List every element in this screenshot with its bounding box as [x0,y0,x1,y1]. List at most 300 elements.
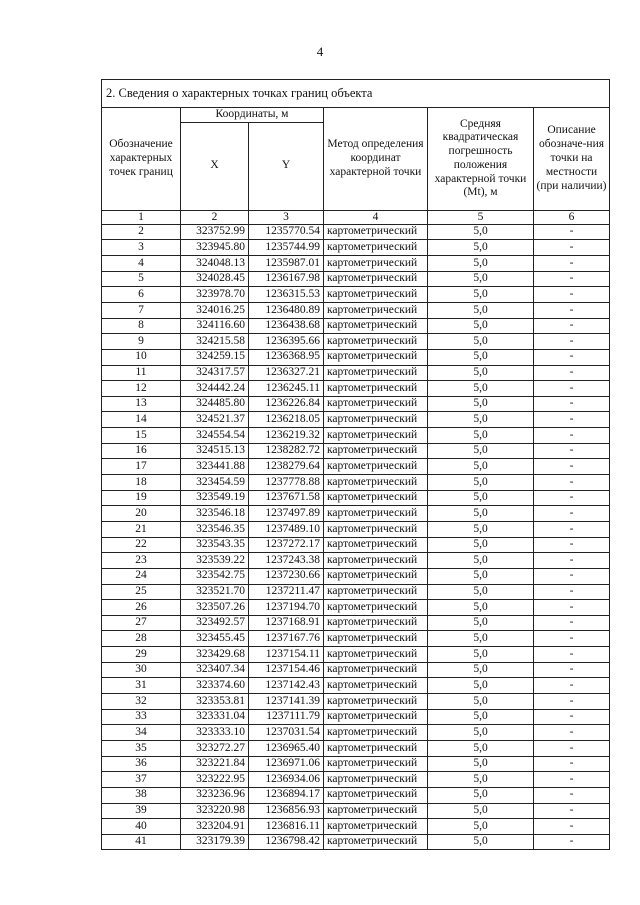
description: - [534,506,610,522]
accuracy: 5,0 [428,412,534,428]
table-row [102,381,610,397]
method: картометрический [324,787,428,803]
header-accuracy: Средняя квадратическая погрешность положения характерной точки (Mt), м [428,108,534,211]
y-coordinate: 1238279.64 [249,459,324,475]
point-number: 7 [102,303,181,319]
y-coordinate: 1237154.46 [249,662,324,678]
method: картометрический [324,271,428,287]
x-coordinate: 324259.15 [181,349,249,365]
accuracy: 5,0 [428,381,534,397]
point-number: 21 [102,521,181,537]
x-coordinate: 324521.37 [181,412,249,428]
accuracy: 5,0 [428,443,534,459]
accuracy: 5,0 [428,772,534,788]
column-numbers-row [102,210,610,224]
method: картометрический [324,803,428,819]
x-coordinate: 323549.19 [181,490,249,506]
accuracy: 5,0 [428,553,534,569]
description: - [534,256,610,272]
table-row [102,256,610,272]
x-coordinate: 323507.26 [181,600,249,616]
accuracy: 5,0 [428,365,534,381]
point-number: 32 [102,694,181,710]
method: картометрический [324,584,428,600]
y-coordinate: 1236798.42 [249,834,324,850]
point-number: 13 [102,396,181,412]
x-coordinate: 324028.45 [181,271,249,287]
y-coordinate: 1237778.88 [249,475,324,491]
method: картометрический [324,834,428,850]
y-coordinate: 1236480.89 [249,303,324,319]
accuracy: 5,0 [428,709,534,725]
description: - [534,740,610,756]
method: картометрический [324,318,428,334]
description: - [534,553,610,569]
x-coordinate: 324485.80 [181,396,249,412]
y-coordinate: 1238282.72 [249,443,324,459]
method: картометрический [324,662,428,678]
table-row [102,803,610,819]
x-coordinate: 323521.70 [181,584,249,600]
x-coordinate: 323353.81 [181,694,249,710]
x-coordinate: 324116.60 [181,318,249,334]
point-number: 33 [102,709,181,725]
method: картометрический [324,506,428,522]
table-row [102,537,610,553]
method: картометрический [324,740,428,756]
method: картометрический [324,553,428,569]
x-coordinate: 323454.59 [181,475,249,491]
method: картометрический [324,287,428,303]
x-coordinate: 323542.75 [181,568,249,584]
x-coordinate: 324317.57 [181,365,249,381]
description: - [534,615,610,631]
description: - [534,647,610,663]
table-row [102,740,610,756]
x-coordinate: 323407.34 [181,662,249,678]
table-row [102,615,610,631]
point-number: 17 [102,459,181,475]
column-number: 3 [249,210,324,224]
description: - [534,568,610,584]
table-row [102,303,610,319]
description: - [534,240,610,256]
y-coordinate: 1237230.66 [249,568,324,584]
method: картометрический [324,381,428,397]
method: картометрический [324,428,428,444]
point-number: 26 [102,600,181,616]
x-coordinate: 323546.35 [181,521,249,537]
boundary-points-table [101,79,610,850]
column-number: 6 [534,210,610,224]
x-coordinate: 323179.39 [181,834,249,850]
x-coordinate: 323221.84 [181,756,249,772]
accuracy: 5,0 [428,459,534,475]
description: - [534,365,610,381]
x-coordinate: 323236.96 [181,787,249,803]
point-number: 40 [102,819,181,835]
point-number: 36 [102,756,181,772]
method: картометрический [324,772,428,788]
method: картометрический [324,819,428,835]
point-number: 23 [102,553,181,569]
y-coordinate: 1236971.06 [249,756,324,772]
column-number: 2 [181,210,249,224]
accuracy: 5,0 [428,694,534,710]
description: - [534,662,610,678]
accuracy: 5,0 [428,725,534,741]
accuracy: 5,0 [428,662,534,678]
accuracy: 5,0 [428,568,534,584]
accuracy: 5,0 [428,787,534,803]
method: картометрический [324,694,428,710]
method: картометрический [324,568,428,584]
y-coordinate: 1235770.54 [249,224,324,240]
x-coordinate: 323374.60 [181,678,249,694]
table-row [102,318,610,334]
description: - [534,334,610,350]
x-coordinate: 323333.10 [181,725,249,741]
description: - [534,271,610,287]
x-coordinate: 323220.98 [181,803,249,819]
table-row [102,709,610,725]
accuracy: 5,0 [428,506,534,522]
x-coordinate: 323204.91 [181,819,249,835]
description: - [534,678,610,694]
header-description: Описание обозначе-ния точки на местности (при наличии) [534,108,610,211]
x-coordinate: 323222.95 [181,772,249,788]
point-number: 9 [102,334,181,350]
table-row [102,772,610,788]
point-number: 27 [102,615,181,631]
point-number: 38 [102,787,181,803]
header-y: Y [249,122,324,210]
header-method: Метод определения координат характерной точки [324,108,428,211]
table-row [102,553,610,569]
y-coordinate: 1236315.53 [249,287,324,303]
point-number: 3 [102,240,181,256]
description: - [534,303,610,319]
method: картометрический [324,756,428,772]
description: - [534,521,610,537]
method: картометрический [324,334,428,350]
table-row [102,787,610,803]
description: - [534,756,610,772]
y-coordinate: 1236245.11 [249,381,324,397]
table-row [102,506,610,522]
method: картометрический [324,631,428,647]
table-row [102,600,610,616]
description: - [534,490,610,506]
point-number: 2 [102,224,181,240]
method: картометрический [324,475,428,491]
description: - [534,443,610,459]
method: картометрический [324,303,428,319]
accuracy: 5,0 [428,600,534,616]
x-coordinate: 324016.25 [181,303,249,319]
accuracy: 5,0 [428,631,534,647]
point-number: 11 [102,365,181,381]
point-number: 41 [102,834,181,850]
accuracy: 5,0 [428,490,534,506]
point-number: 19 [102,490,181,506]
table-row [102,428,610,444]
table-row [102,334,610,350]
description: - [534,694,610,710]
table-row [102,240,610,256]
description: - [534,396,610,412]
accuracy: 5,0 [428,521,534,537]
accuracy: 5,0 [428,740,534,756]
method: картометрический [324,459,428,475]
y-coordinate: 1236368.95 [249,349,324,365]
point-number: 31 [102,678,181,694]
description: - [534,224,610,240]
method: картометрический [324,490,428,506]
description: - [534,381,610,397]
table-row [102,459,610,475]
accuracy: 5,0 [428,475,534,491]
accuracy: 5,0 [428,318,534,334]
x-coordinate: 324048.13 [181,256,249,272]
y-coordinate: 1237168.91 [249,615,324,631]
method: картометрический [324,678,428,694]
x-coordinate: 323546.18 [181,506,249,522]
accuracy: 5,0 [428,803,534,819]
accuracy: 5,0 [428,584,534,600]
x-coordinate: 324215.58 [181,334,249,350]
x-coordinate: 324515.13 [181,443,249,459]
table-row [102,490,610,506]
y-coordinate: 1237141.39 [249,694,324,710]
point-number: 15 [102,428,181,444]
table-row [102,349,610,365]
method: картометрический [324,725,428,741]
header-point-designation: Обозначение характерных точек границ [102,108,181,211]
y-coordinate: 1236226.84 [249,396,324,412]
method: картометрический [324,615,428,631]
table-row [102,647,610,663]
y-coordinate: 1237272.17 [249,537,324,553]
table-row [102,819,610,835]
method: картометрический [324,349,428,365]
accuracy: 5,0 [428,396,534,412]
table-row [102,662,610,678]
y-coordinate: 1236395.66 [249,334,324,350]
y-coordinate: 1237194.70 [249,600,324,616]
table-row [102,678,610,694]
accuracy: 5,0 [428,224,534,240]
description: - [534,772,610,788]
table-row [102,412,610,428]
y-coordinate: 1237243.38 [249,553,324,569]
accuracy: 5,0 [428,287,534,303]
y-coordinate: 1237111.79 [249,709,324,725]
x-coordinate: 323945.80 [181,240,249,256]
accuracy: 5,0 [428,756,534,772]
method: картометрический [324,365,428,381]
description: - [534,287,610,303]
accuracy: 5,0 [428,428,534,444]
description: - [534,349,610,365]
y-coordinate: 1237211.47 [249,584,324,600]
section-title-row [102,80,610,108]
point-number: 16 [102,443,181,459]
method: картометрический [324,396,428,412]
point-number: 28 [102,631,181,647]
y-coordinate: 1236438.68 [249,318,324,334]
table-row [102,475,610,491]
method: картометрический [324,600,428,616]
description: - [534,803,610,819]
point-number: 30 [102,662,181,678]
x-coordinate: 323455.45 [181,631,249,647]
y-coordinate: 1237031.54 [249,725,324,741]
x-coordinate: 324442.24 [181,381,249,397]
point-number: 14 [102,412,181,428]
column-number: 1 [102,210,181,224]
point-number: 10 [102,349,181,365]
point-number: 20 [102,506,181,522]
accuracy: 5,0 [428,349,534,365]
method: картометрический [324,256,428,272]
x-coordinate: 323543.35 [181,537,249,553]
point-number: 37 [102,772,181,788]
accuracy: 5,0 [428,271,534,287]
method: картометрический [324,412,428,428]
point-number: 4 [102,256,181,272]
point-number: 18 [102,475,181,491]
x-coordinate: 323978.70 [181,287,249,303]
x-coordinate: 324554.54 [181,428,249,444]
y-coordinate: 1236219.32 [249,428,324,444]
point-number: 25 [102,584,181,600]
description: - [534,459,610,475]
table-row [102,756,610,772]
section-title: 2. Сведения о характерных точках границ объекта [102,80,610,108]
y-coordinate: 1237489.10 [249,521,324,537]
accuracy: 5,0 [428,537,534,553]
y-coordinate: 1237154.11 [249,647,324,663]
x-coordinate: 323492.57 [181,615,249,631]
point-number: 5 [102,271,181,287]
page-number: 4 [316,44,324,59]
method: картометрический [324,709,428,725]
point-number: 24 [102,568,181,584]
y-coordinate: 1236816.11 [249,819,324,835]
table-row [102,443,610,459]
table-row [102,631,610,647]
description: - [534,584,610,600]
point-number: 39 [102,803,181,819]
method: картометрический [324,443,428,459]
header-x: X [181,122,249,210]
point-number: 8 [102,318,181,334]
y-coordinate: 1236965.40 [249,740,324,756]
table-row [102,396,610,412]
header-coordinates: Координаты, м [181,108,324,123]
y-coordinate: 1237167.76 [249,631,324,647]
table-row [102,224,610,240]
description: - [534,475,610,491]
description: - [534,412,610,428]
column-number: 5 [428,210,534,224]
accuracy: 5,0 [428,647,534,663]
table-row [102,834,610,850]
table-body [102,224,610,850]
accuracy: 5,0 [428,615,534,631]
accuracy: 5,0 [428,834,534,850]
point-number: 22 [102,537,181,553]
point-number: 6 [102,287,181,303]
method: картометрический [324,537,428,553]
table-row [102,287,610,303]
table-row [102,271,610,287]
description: - [534,631,610,647]
y-coordinate: 1236934.06 [249,772,324,788]
method: картометрический [324,647,428,663]
y-coordinate: 1236218.05 [249,412,324,428]
method: картометрический [324,521,428,537]
x-coordinate: 323752.99 [181,224,249,240]
y-coordinate: 1236856.93 [249,803,324,819]
method: картометрический [324,224,428,240]
table-row [102,365,610,381]
description: - [534,725,610,741]
accuracy: 5,0 [428,303,534,319]
accuracy: 5,0 [428,240,534,256]
table-row [102,725,610,741]
point-number: 29 [102,647,181,663]
method: картометрический [324,240,428,256]
description: - [534,834,610,850]
point-number: 12 [102,381,181,397]
accuracy: 5,0 [428,819,534,835]
description: - [534,709,610,725]
accuracy: 5,0 [428,334,534,350]
y-coordinate: 1235744.99 [249,240,324,256]
x-coordinate: 323429.68 [181,647,249,663]
x-coordinate: 323539.22 [181,553,249,569]
table-row [102,694,610,710]
y-coordinate: 1236167.98 [249,271,324,287]
table-row [102,521,610,537]
accuracy: 5,0 [428,256,534,272]
y-coordinate: 1236894.17 [249,787,324,803]
y-coordinate: 1235987.01 [249,256,324,272]
y-coordinate: 1237497.89 [249,506,324,522]
y-coordinate: 1237671.58 [249,490,324,506]
description: - [534,819,610,835]
y-coordinate: 1237142.43 [249,678,324,694]
description: - [534,537,610,553]
y-coordinate: 1236327.21 [249,365,324,381]
x-coordinate: 323272.27 [181,740,249,756]
x-coordinate: 323331.04 [181,709,249,725]
description: - [534,787,610,803]
header-row-1 [102,108,610,123]
table-row [102,568,610,584]
description: - [534,428,610,444]
column-number: 4 [324,210,428,224]
point-number: 35 [102,740,181,756]
point-number: 34 [102,725,181,741]
description: - [534,318,610,334]
table-row [102,584,610,600]
accuracy: 5,0 [428,678,534,694]
x-coordinate: 323441.88 [181,459,249,475]
description: - [534,600,610,616]
